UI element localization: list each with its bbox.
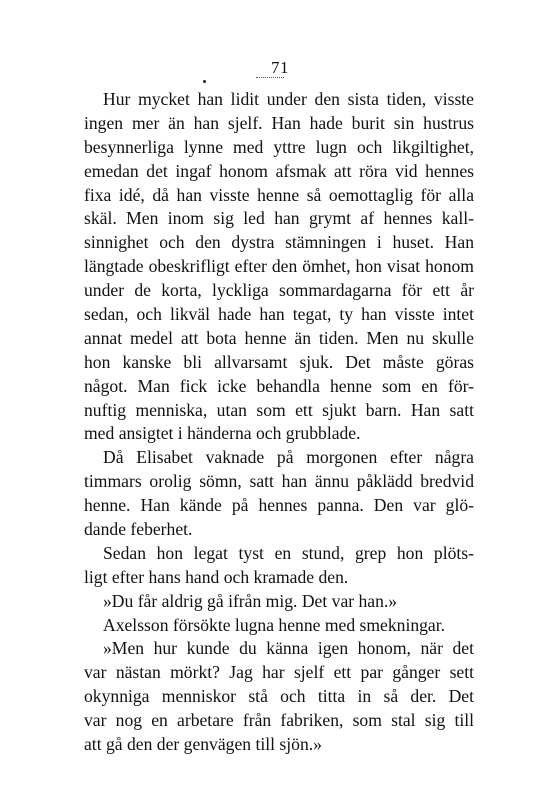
page-number-underline: [256, 77, 284, 78]
text-line: nuftig menniska, utan som ett sjukt barn. Han satt: [84, 399, 474, 420]
text-line: Axelsson försökte lugna henne med smekningar.: [103, 614, 446, 635]
text-line: »Men hur kunde du känna igen honom, när det: [103, 638, 474, 659]
text-line: annat medel att bota henne än tiden. Men nu skulle: [84, 327, 474, 348]
text-line: Sedan hon legat tyst en stund, grep hon plöts-: [103, 542, 474, 563]
text-line: under de korta, lyckliga sommardagarna för ett år: [84, 280, 474, 301]
text-line: fixa idé, då han visste henne så oemottaglig för alla: [84, 184, 474, 205]
text-line: emedan det ingaf honom afsmak att röra vid hennes: [84, 160, 474, 181]
text-line: något. Man fick icke behandla henne som en för-: [84, 375, 474, 396]
text-line: med ansigtet i händerna och grubblade.: [84, 423, 361, 444]
text-line: sinnighet och den dystra stämningen i huset. Han: [84, 232, 474, 253]
text-line: besynnerliga lynne med yttre lugn och likgiltighet,: [84, 136, 474, 157]
text-line: Hur mycket han lidit under den sista tiden, visste: [103, 89, 474, 109]
text-line: hon kanske bli allvarsamt sjuk. Det måste göras: [84, 351, 474, 372]
text-line: ligt efter hans hand och kramade den.: [84, 566, 349, 587]
text-line: skäl. Men inom sig led han grymt af hennes kall-: [84, 208, 474, 229]
text-line: längtade obeskrifligt efter den ömhet, hon visat honom: [84, 256, 474, 277]
text-line: ingen mer än han sjelf. Han hade burit sin hustrus: [84, 112, 474, 133]
text-line: »Du får aldrig gå ifrån mig. Det var han.»: [103, 590, 398, 611]
text-line: henne. Han kände på hennes panna. Den var glö-: [84, 495, 474, 516]
text-line: var nästan mörkt? Jag har sjelf ett par gånger sett: [84, 662, 474, 683]
text-line: dande feberhet.: [84, 519, 193, 540]
text-line: okynniga menniskor stå och titta in så der. Det: [84, 686, 474, 707]
body-text: [84, 88, 474, 757]
page-number: 71: [271, 58, 289, 77]
text-line: att gå den der genvägen till sjön.»: [84, 734, 322, 755]
text-line: timmars orolig sömn, satt han ännu påklädd bredvid: [84, 471, 474, 492]
print-speck: [203, 80, 206, 83]
text-line: var nog en arbetare från fabriken, som stal sig till: [84, 710, 474, 731]
text-line: Då Elisabet vaknade på morgonen efter några: [103, 447, 474, 468]
text-line: sedan, och likväl hade han tegat, ty han visste intet: [84, 304, 474, 325]
